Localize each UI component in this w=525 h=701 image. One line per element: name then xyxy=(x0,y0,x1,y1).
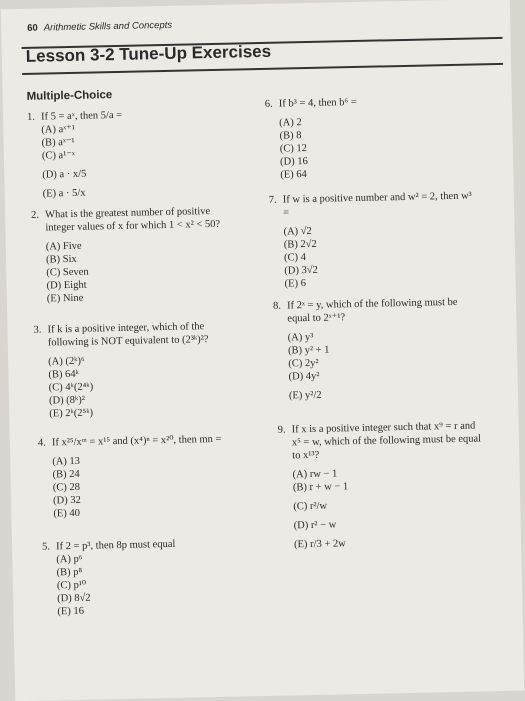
question-number: 6. xyxy=(264,98,273,110)
question-7 xyxy=(269,189,486,290)
choice-d: (D) 32 xyxy=(52,494,81,507)
question-stem: If w is a positive number and w² = 2, then w³ = xyxy=(282,190,472,219)
question-number: 7. xyxy=(268,194,277,206)
choice-a: (A) 13 xyxy=(52,455,81,468)
question-stem: If k is a positive integer, which of the following is NOT equivalent to (2³ᵏ)²? xyxy=(47,321,209,349)
choice-a: (A) Five xyxy=(45,240,82,253)
choice-a: (A) aˣ⁺¹ xyxy=(41,123,76,136)
choice-b: (B) aˣ⁻¹ xyxy=(41,136,75,149)
choice-a: (A) y³ xyxy=(287,331,314,344)
page-header xyxy=(27,20,172,34)
question-5 xyxy=(42,536,264,619)
choice-a: (A) 2 xyxy=(279,117,302,129)
choice-e: (E) 2ᵏ(2⁵ᵏ) xyxy=(49,407,94,420)
choice-d: (D) (8ᵏ)² xyxy=(48,394,86,407)
choice-d: (D) Eight xyxy=(46,279,87,292)
question-6 xyxy=(265,93,487,182)
question-4 xyxy=(38,432,270,521)
choice-b: (B) r + w − 1 xyxy=(292,481,349,494)
choice-d: (D) 16 xyxy=(279,156,308,168)
question-number: 5. xyxy=(41,541,51,553)
choice-c: (C) a¹⁻ˣ xyxy=(41,149,76,162)
question-stem: If 5 = aˣ, then 5/a = xyxy=(40,109,123,123)
question-number: 3. xyxy=(33,324,42,336)
question-number: 1. xyxy=(26,111,36,123)
choice-e: (E) 40 xyxy=(53,507,81,520)
question-2 xyxy=(31,205,233,306)
section-title: Multiple-Choice xyxy=(26,89,113,103)
lesson-title: Lesson 3-2 Tune-Up Exercises xyxy=(25,41,272,66)
choice-d: (D) 3√2 xyxy=(284,264,318,277)
choice-d: (D) 4y² xyxy=(288,370,320,383)
question-stem: If b³ = 4, then b⁶ = xyxy=(278,96,357,110)
choice-a: (A) p⁶ xyxy=(56,553,83,566)
choice-c: (C) 4ᵏ(2⁴ᵏ) xyxy=(48,381,94,394)
choice-e: (E) 6 xyxy=(284,278,307,290)
choice-c: (C) r²/w xyxy=(293,500,328,513)
choice-e: (E) a · 5/x xyxy=(42,187,86,200)
choice-b: (B) y² + 1 xyxy=(287,344,330,357)
choice-e: (E) 64 xyxy=(280,169,307,181)
question-stem: If x²⁵/xᵐ = x¹⁵ and (x⁴)ⁿ = x²⁰, then mn = xyxy=(51,433,222,449)
textbook-page xyxy=(1,0,524,701)
question-stem: What is the greatest number of positive integer values of x for which 1 < x² < 50? xyxy=(45,206,221,234)
choice-b: (B) 64ᵏ xyxy=(48,368,80,381)
question-8 xyxy=(273,295,490,402)
question-number: 2. xyxy=(31,209,40,221)
question-stem: If 2ˣ = y, which of the following must be equal to 2ˣ⁺¹? xyxy=(286,296,458,325)
choice-e: (E) r/3 + 2w xyxy=(293,538,346,551)
question-number: 9. xyxy=(277,424,286,436)
choice-b: (B) 2√2 xyxy=(283,238,317,251)
choice-c: (C) Seven xyxy=(46,266,89,279)
choice-d: (D) r² − w xyxy=(293,519,337,532)
choice-e: (E) Nine xyxy=(46,292,84,305)
question-stem: If 2 = p³, then 8p must equal xyxy=(55,538,176,553)
choice-c: (C) 2y² xyxy=(288,357,319,370)
choice-b: (B) Six xyxy=(45,253,77,266)
question-number: 4. xyxy=(37,437,46,449)
choice-c: (C) 28 xyxy=(52,481,81,494)
question-9 xyxy=(278,419,496,551)
choice-e: (E) 16 xyxy=(57,605,85,618)
page-number: 60 xyxy=(27,22,38,34)
book-title: Arithmetic Skills and Concepts xyxy=(43,19,173,34)
choice-c: (C) 4 xyxy=(283,252,307,264)
question-number: 8. xyxy=(272,300,282,312)
choice-d: (D) a · x/5 xyxy=(42,168,87,181)
question-3 xyxy=(33,319,240,420)
choice-a: (A) rw − 1 xyxy=(292,468,338,481)
choice-a: (A) √2 xyxy=(283,225,312,238)
choice-b: (B) 24 xyxy=(52,468,80,481)
question-1 xyxy=(27,106,249,201)
question-stem: If x is a positive integer such that x⁹ = r and x⁵ = w, which of the following must be equal to x¹³? xyxy=(291,420,482,462)
choice-e: (E) y²/2 xyxy=(288,389,322,402)
choice-b: (B) p⁸ xyxy=(56,566,83,579)
choice-d: (D) 8√2 xyxy=(57,592,91,605)
choice-c: (C) 12 xyxy=(279,143,308,155)
choice-b: (B) 8 xyxy=(279,130,302,142)
choice-a: (A) (2ᵏ)⁶ xyxy=(48,355,85,368)
choice-c: (C) p¹⁰ xyxy=(56,579,87,592)
